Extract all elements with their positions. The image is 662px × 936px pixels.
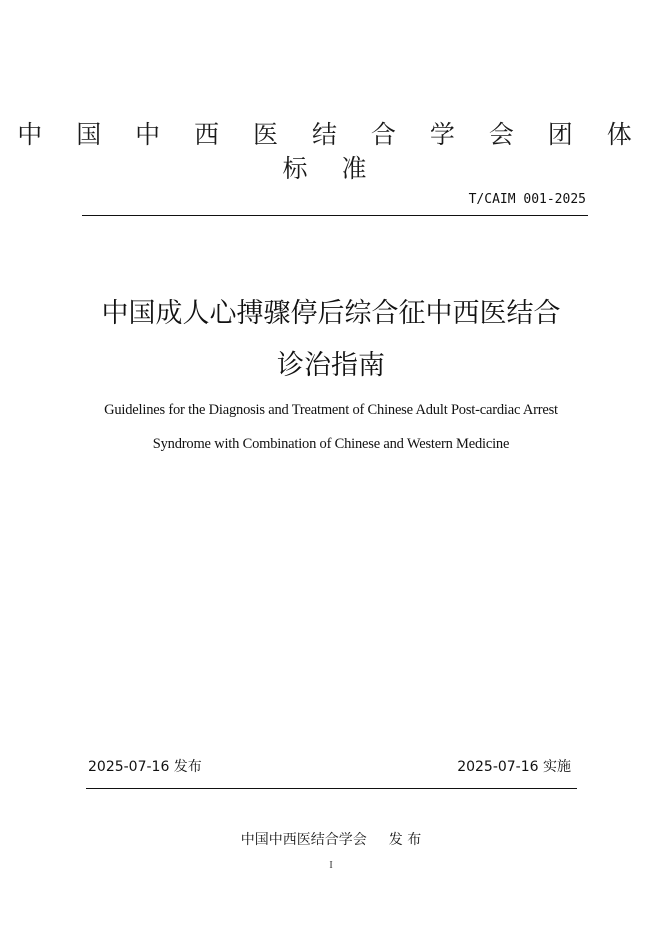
implementation-date: 2025-07-16 实施: [457, 759, 571, 775]
publisher-line: [0, 830, 662, 850]
english-title-line-2: Syndrome with Combination of Chinese and Western Medicine: [152, 436, 510, 452]
release-date: 2025-07-16 发布: [88, 759, 202, 775]
chinese-title-line-1: 中国成人心搏骤停后综合征中西医结合: [101, 298, 561, 329]
publisher-name: 中国中西医结合学会: [240, 832, 367, 848]
dates-divider: [86, 788, 577, 789]
chinese-title-line-2: 诊治指南: [277, 350, 385, 381]
publish-word: 发 布: [388, 832, 422, 848]
standard-number: T/CAIM 001-2025: [468, 192, 586, 207]
header-divider: [82, 215, 588, 216]
english-title-line-1: Guidelines for the Diagnosis and Treatment of Chinese Adult Post-cardiac Arrest: [104, 402, 558, 418]
organization-standard-header: 中 国 中 西 医 结 合 学 会 团 体 标 准: [17, 120, 645, 183]
page-number: I: [329, 860, 333, 871]
